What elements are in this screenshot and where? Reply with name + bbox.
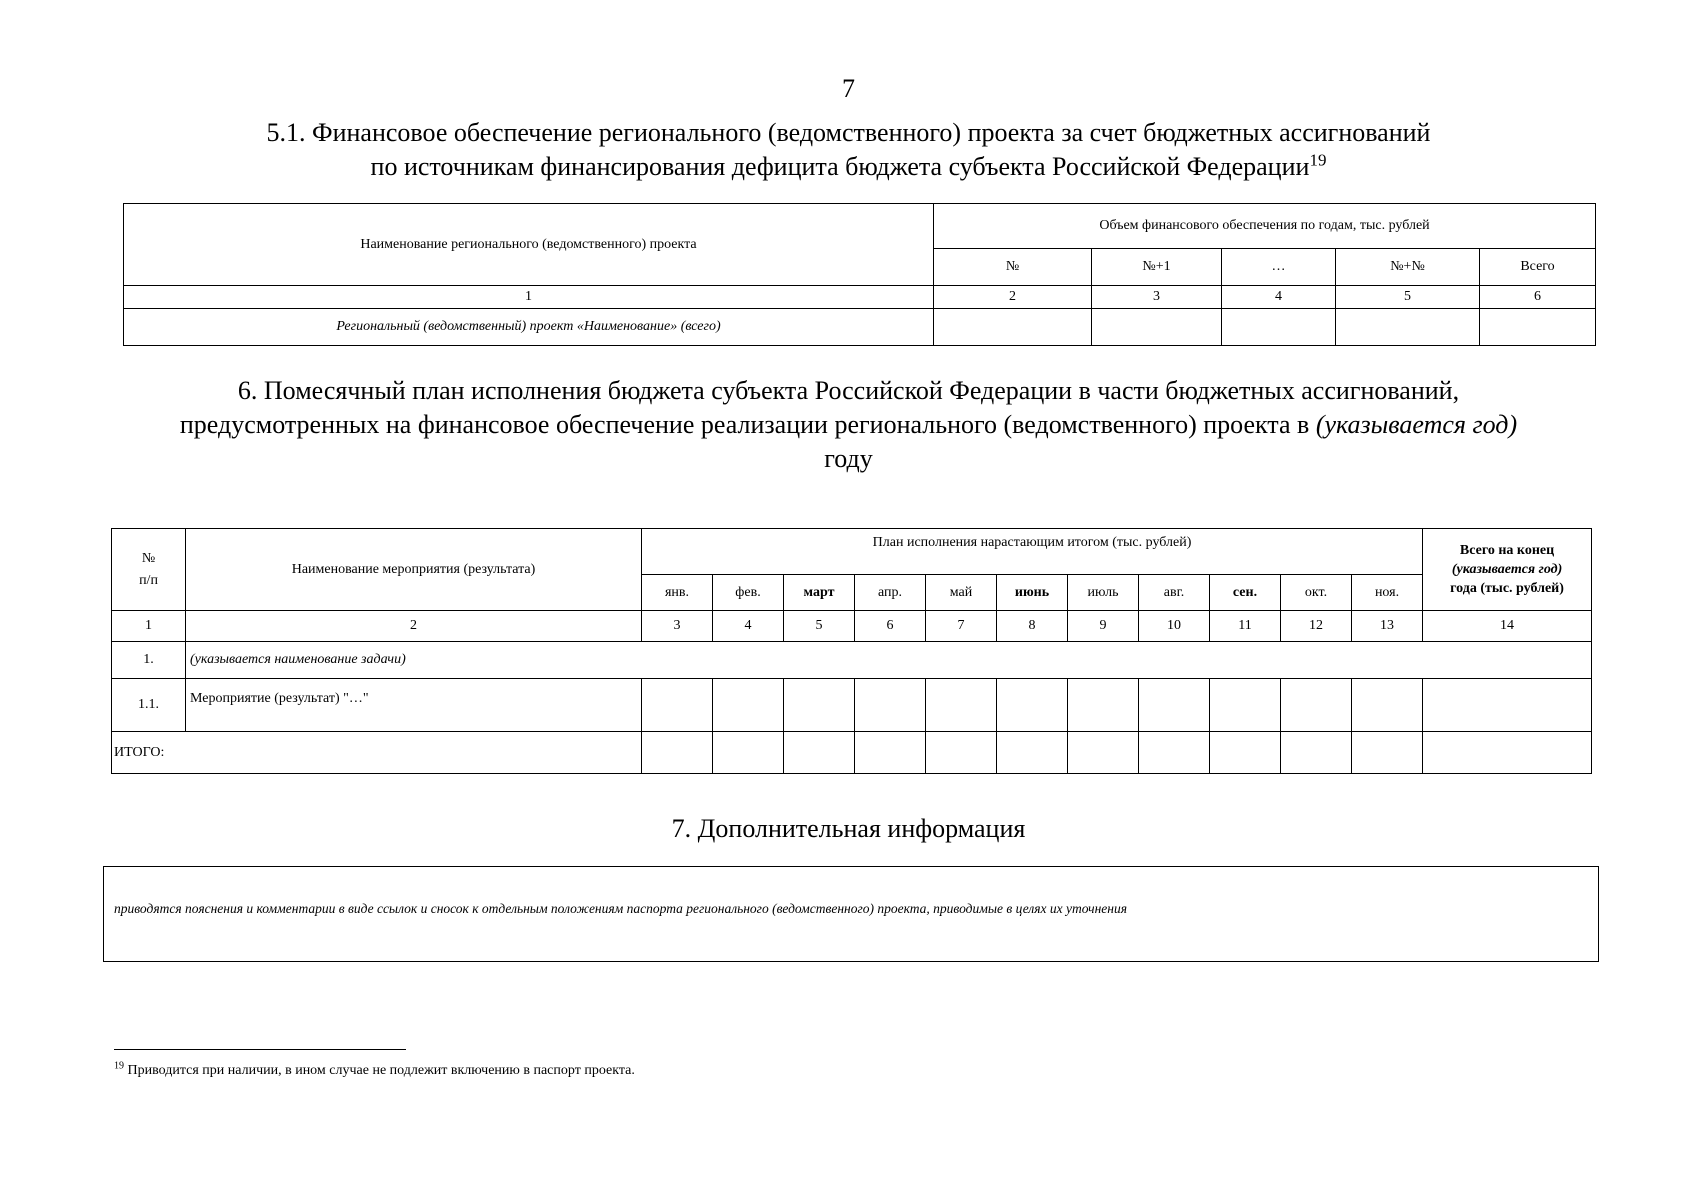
- year-header: …: [1222, 249, 1336, 286]
- column-number: 2: [186, 611, 642, 642]
- table-cell: [1423, 679, 1592, 732]
- section-7-title: 7. Дополнительная информация: [671, 814, 1026, 843]
- month-header: янв.: [642, 575, 713, 611]
- column-number: 3: [1092, 286, 1222, 309]
- column-number: 10: [1139, 611, 1210, 642]
- section-6-title-line1: 6. Помесячный план исполнения бюджета субъекта Российской Федерации в части бюджетных ассигнований,: [237, 376, 1460, 405]
- item-label: Мероприятие (результат) "…": [186, 679, 642, 732]
- project-name-header: Наименование регионального (ведомственного) проекта: [124, 204, 934, 286]
- task-label-text: (указывается наименование задачи): [190, 652, 406, 667]
- section-6-title-line2-text: предусмотренных на финансовое обеспечение реализации регионального (ведомственного) проекта в: [179, 410, 1316, 439]
- table-cell: [1139, 732, 1210, 774]
- table-cell: [1336, 309, 1480, 346]
- column-number: 2: [934, 286, 1092, 309]
- additional-info-box: [103, 866, 1599, 962]
- page-number: 7: [842, 74, 855, 103]
- plan-header: План исполнения нарастающим итогом (тыс. рублей): [642, 529, 1423, 575]
- column-number-row: [112, 611, 1592, 642]
- section-6-title: [0, 374, 1697, 476]
- column-number: 4: [1222, 286, 1336, 309]
- table-cell: [926, 679, 997, 732]
- section-6-title-year: (указывается год): [1315, 410, 1518, 439]
- table-row: [124, 309, 1596, 346]
- table-cell: [1068, 732, 1139, 774]
- item-number: 1.1.: [112, 679, 186, 732]
- footnote: [114, 1060, 635, 1079]
- table-header-row: [112, 529, 1592, 575]
- table-cell: [642, 732, 713, 774]
- section-6-title-line2: [0, 408, 1697, 442]
- table-cell: [1480, 309, 1596, 346]
- project-row-label-text: Региональный (ведомственный) проект «Наименование» (всего): [336, 319, 721, 334]
- month-header: май: [926, 575, 997, 611]
- column-number: 5: [784, 611, 855, 642]
- month-header: апр.: [855, 575, 926, 611]
- column-number: 12: [1281, 611, 1352, 642]
- year-header: №+№: [1336, 249, 1480, 286]
- column-number: 8: [997, 611, 1068, 642]
- table-cell: [1092, 309, 1222, 346]
- year-header: Всего: [1480, 249, 1596, 286]
- task-row: [112, 642, 1592, 679]
- month-header: ноя.: [1352, 575, 1423, 611]
- month-header: март: [784, 575, 855, 611]
- event-name-header: Наименование мероприятия (результата): [186, 529, 642, 611]
- section-5-1-title-line2-text: по источникам финансирования дефицита бюджета субъекта Российской Федерации: [370, 152, 1310, 181]
- column-number: 13: [1352, 611, 1423, 642]
- month-header: фев.: [713, 575, 784, 611]
- table-cell: [1352, 732, 1423, 774]
- section-6-title-line3: году: [824, 444, 873, 473]
- project-row-label: [124, 309, 934, 346]
- table-cell: [1210, 732, 1281, 774]
- table-cell: [1210, 679, 1281, 732]
- table-cell: [713, 732, 784, 774]
- additional-info-text: приводятся пояснения и комментарии в виде ссылок и сносок к отдельным положениям паспорта регионального (ведомственного) проекта, приводимые в целях их уточнения: [114, 901, 1128, 916]
- volume-header: Объем финансового обеспечения по годам, тыс. рублей: [934, 204, 1596, 249]
- column-number: 14: [1423, 611, 1592, 642]
- year-total-header-line1: Всего на конец: [1459, 543, 1555, 558]
- total-row: [112, 732, 1592, 774]
- column-number: 3: [642, 611, 713, 642]
- table-cell: [1352, 679, 1423, 732]
- task-number: 1.: [112, 642, 186, 679]
- monthly-plan-table: [111, 528, 1592, 774]
- month-header: сен.: [1210, 575, 1281, 611]
- total-label: ИТОГО:: [112, 732, 642, 774]
- section-5-1-title: [0, 116, 1697, 184]
- year-total-header-line3: года (тыс. рублей): [1450, 581, 1564, 596]
- table-row: [112, 679, 1592, 732]
- year-header: №: [934, 249, 1092, 286]
- column-number-row: [124, 286, 1596, 309]
- month-header: июль: [1068, 575, 1139, 611]
- table-cell: [855, 679, 926, 732]
- table-cell: [1281, 732, 1352, 774]
- table-cell: [997, 732, 1068, 774]
- section-5-1-title-line2: [0, 150, 1697, 184]
- column-number: 9: [1068, 611, 1139, 642]
- table-header-row: [124, 204, 1596, 249]
- table-cell: [934, 309, 1092, 346]
- financing-sources-table: [123, 203, 1596, 346]
- table-cell: [1222, 309, 1336, 346]
- table-cell: [926, 732, 997, 774]
- column-number: 6: [1480, 286, 1596, 309]
- table-cell: [642, 679, 713, 732]
- column-number: 4: [713, 611, 784, 642]
- column-number: 1: [112, 611, 186, 642]
- column-number: 1: [124, 286, 934, 309]
- table-cell: [713, 679, 784, 732]
- year-total-header-line2: [1423, 560, 1591, 579]
- footnote-divider: [114, 1049, 406, 1050]
- column-number: 7: [926, 611, 997, 642]
- month-header: июнь: [997, 575, 1068, 611]
- table-cell: [1068, 679, 1139, 732]
- number-header: № п/п: [112, 529, 186, 611]
- month-header: авг.: [1139, 575, 1210, 611]
- year-total-header-year: (указывается год): [1451, 562, 1563, 577]
- task-label: [186, 642, 1592, 679]
- table-cell: [855, 732, 926, 774]
- section-5-1-title-line1: 5.1. Финансовое обеспечение регионального (ведомственного) проекта за счет бюджетных ассигнований: [266, 118, 1431, 147]
- footnote-text: Приводится при наличии, в ином случае не подлежит включению в паспорт проекта.: [124, 1063, 635, 1078]
- month-header: окт.: [1281, 575, 1352, 611]
- footnote-ref: 19: [1309, 150, 1327, 170]
- footnote-mark: 19: [114, 1060, 124, 1072]
- table-cell: [1139, 679, 1210, 732]
- year-total-header: [1423, 529, 1592, 611]
- column-number: 5: [1336, 286, 1480, 309]
- table-cell: [1423, 732, 1592, 774]
- year-header: №+1: [1092, 249, 1222, 286]
- column-number: 11: [1210, 611, 1281, 642]
- column-number: 6: [855, 611, 926, 642]
- table-cell: [784, 679, 855, 732]
- table-cell: [997, 679, 1068, 732]
- table-cell: [784, 732, 855, 774]
- table-cell: [1281, 679, 1352, 732]
